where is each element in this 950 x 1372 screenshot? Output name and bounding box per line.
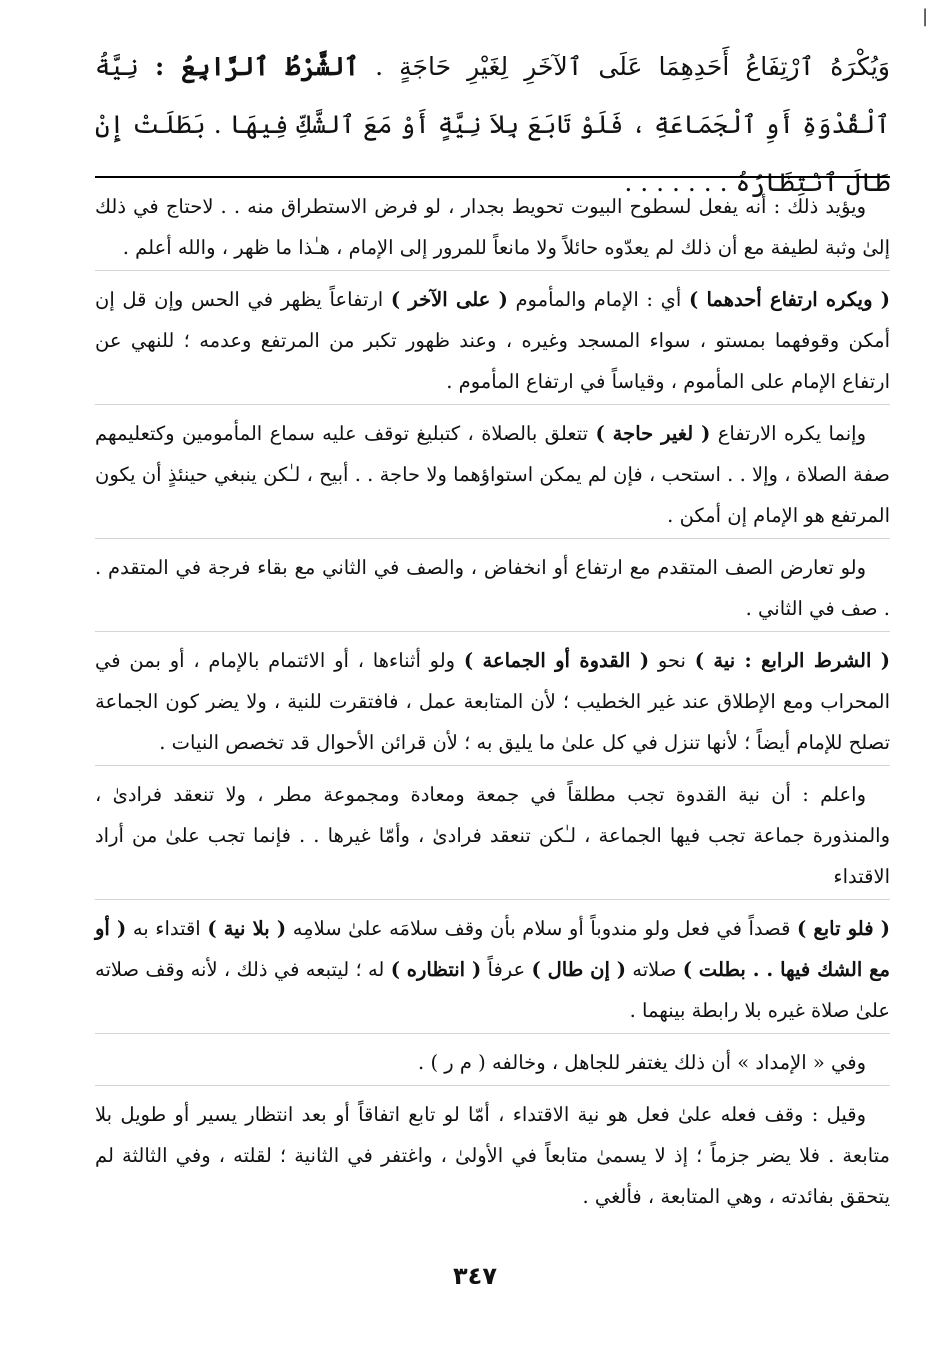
quoted-matn: ( إن طال ) (531, 958, 626, 981)
quoted-matn: ( أو مع الشك فيها . . بطلت ) (95, 917, 891, 981)
page-number: ٣٤٧ (453, 1262, 497, 1290)
corner-mark: | (922, 6, 929, 27)
paragraph-text: أي : الإمام والمأموم (507, 288, 689, 311)
paragraph-5 (95, 640, 890, 766)
quoted-matn: ( لغير حاجة ) (595, 422, 711, 445)
paragraph-3 (95, 413, 890, 539)
paragraph-text: ارتفاعاً يظهر في الحس وإن قل إن أمكن وقوفهما بمستو ، سواء المسجد وغيره ، وعند ظهور تكبر من المرتفع وعدمه ؛ للنهي عن ارتفاع الإمام على المأموم ، وقياساً في ارتفاع المأموم . (95, 288, 890, 393)
paragraph-text: له ؛ ليتبعه في ذلك ، لأنه وقف صلاته علىٰ صلاة غيره بلا رابطة بينهما . (95, 958, 890, 1022)
quoted-matn: ( الشرط الرابع : نية ) (694, 649, 890, 672)
paragraph-text: واعلم : أن نية القدوة تجب مطلقاً في جمعة ومعادة ومجموعة مطر ، ولا تنعقد فرادىٰ ، والمنذورة جماعة تجب فيها الجماعة ، لـٰكن تنعقد فرادىٰ ، وأمّا غيرها . . فإنما تجب علىٰ من أراد الاقتداء (95, 783, 890, 888)
quoted-matn: ( بلا نية ) (207, 917, 287, 940)
paragraph-1 (95, 186, 890, 271)
paragraph-9 (95, 1094, 890, 1219)
paragraph-text: نحو (649, 649, 695, 672)
paragraph-text: ويؤيد ذلك : أنه يفعل لسطوح البيوت تحويط بجدار ، لو فرض الاستطراق منه . . لاحتاج في ذلك إلىٰ وثبة لطيفة مع أن ذلك لم يعدّوه حائلاً ولا مانعاً للمرور إلى الإمام ، هـٰذا ما ظهر ، والله أعلم . (95, 195, 890, 259)
paragraph-text: وفي « الإمداد » أن ذلك يغتفر للجاهل ، وخالفه ( م ر ) . (418, 1051, 866, 1074)
matn-sentence-1: وَيُكْرَهُ ٱرْتِفَاعُ أَحَدِهِمَا عَلَى ٱلآخَرِ لِغَيْرِ حَاجَةٍ . (375, 52, 891, 81)
paragraph-4 (95, 547, 890, 632)
paragraph-text: وقيل : وقف فعله علىٰ فعل هو نية الاقتداء ، أمّا لو تابع اتفاقاً أو بعد انتظار يسير أو طويل بلا متابعة . فلا يضر جزماً ؛ إذ لا يسمىٰ متابعاً في الأولىٰ ، واغتفر في الثانية ؛ لقلته ، وفي الثالثة لم يتحقق بفائدته ، وهي المتابعة ، فألغي . (95, 1103, 890, 1208)
matn-sentence-2a: نِيَّةُ ٱلْقُدْوَةِ أَوِ (95, 52, 890, 139)
paragraph-7 (95, 908, 890, 1034)
paragraph-text: اقتداء به (126, 917, 208, 940)
quoted-matn: ( انتظاره ) (390, 958, 482, 981)
paragraph-6 (95, 774, 890, 900)
paragraph-text: تتعلق بالصلاة ، كتبليغ توقف عليه سماع المأمومين وكتعليمهم صفة الصلاة ، وإلا . . استحب ، فإن لم يمكن استواؤهما ولا حاجة . . أبيح ، لـٰكن ينبغي حينئذٍ أن يكون المرتفع هو الإمام إن أمكن . (95, 422, 890, 527)
paragraph-8 (95, 1042, 890, 1086)
paragraph-text: قصداً في فعل ولو مندوباً أو سلام بأن وقف سلامَه علىٰ سلامِه (286, 917, 797, 940)
separator-rule (95, 176, 890, 178)
paragraph-text: صلاته (626, 958, 683, 981)
commentary-text (95, 186, 890, 1227)
matn-sentence-2b: ٱلْجَمَاعَةِ ، فَلَوْ تَابَعَ بِلاَ نِيَّةٍ أَوْ مَعَ ٱلشَّكِّ فِيهَا . بَطَلَتْ إِنْ طَالَ ٱنْتِظَارُهُ . . . . . . . (95, 110, 890, 197)
paragraph-text: ولو أثناءها ، أو الائتمام بالإمام ، أو بمن في المحراب ومع الإطلاق عند غير الخطيب ؛ لأن المتابعة عمل ، فافتقرت للنية ، ولا يضر كون الجماعة تصلح للإمام أيضاً ؛ لأنها تنزل في كل علىٰ ما يليق به ؛ لأن قرائن الأحوال قد تخصص النيات . (95, 649, 890, 754)
paragraph-text: عرفاً (481, 958, 532, 981)
paragraph-text: ولو تعارض الصف المتقدم مع ارتفاع أو انخفاض ، والصف في الثاني مع بقاء فرجة في المتقدم . . صف في الثاني . (95, 556, 890, 620)
quoted-matn: ( القدوة أو الجماعة ) (463, 649, 650, 672)
quoted-matn: ( على الآخر ) (390, 288, 508, 311)
matn-heading-fourth-condition: ٱلشَّرْطُ ٱلرَّابِعُ : (155, 52, 360, 81)
quoted-matn: ( فلو تابع ) (796, 917, 890, 940)
quoted-matn: ( ويكره ارتفاع أحدهما ) (689, 288, 890, 311)
paragraph-2 (95, 279, 890, 405)
paragraph-text: وإنما يكره الارتفاع (710, 422, 866, 445)
